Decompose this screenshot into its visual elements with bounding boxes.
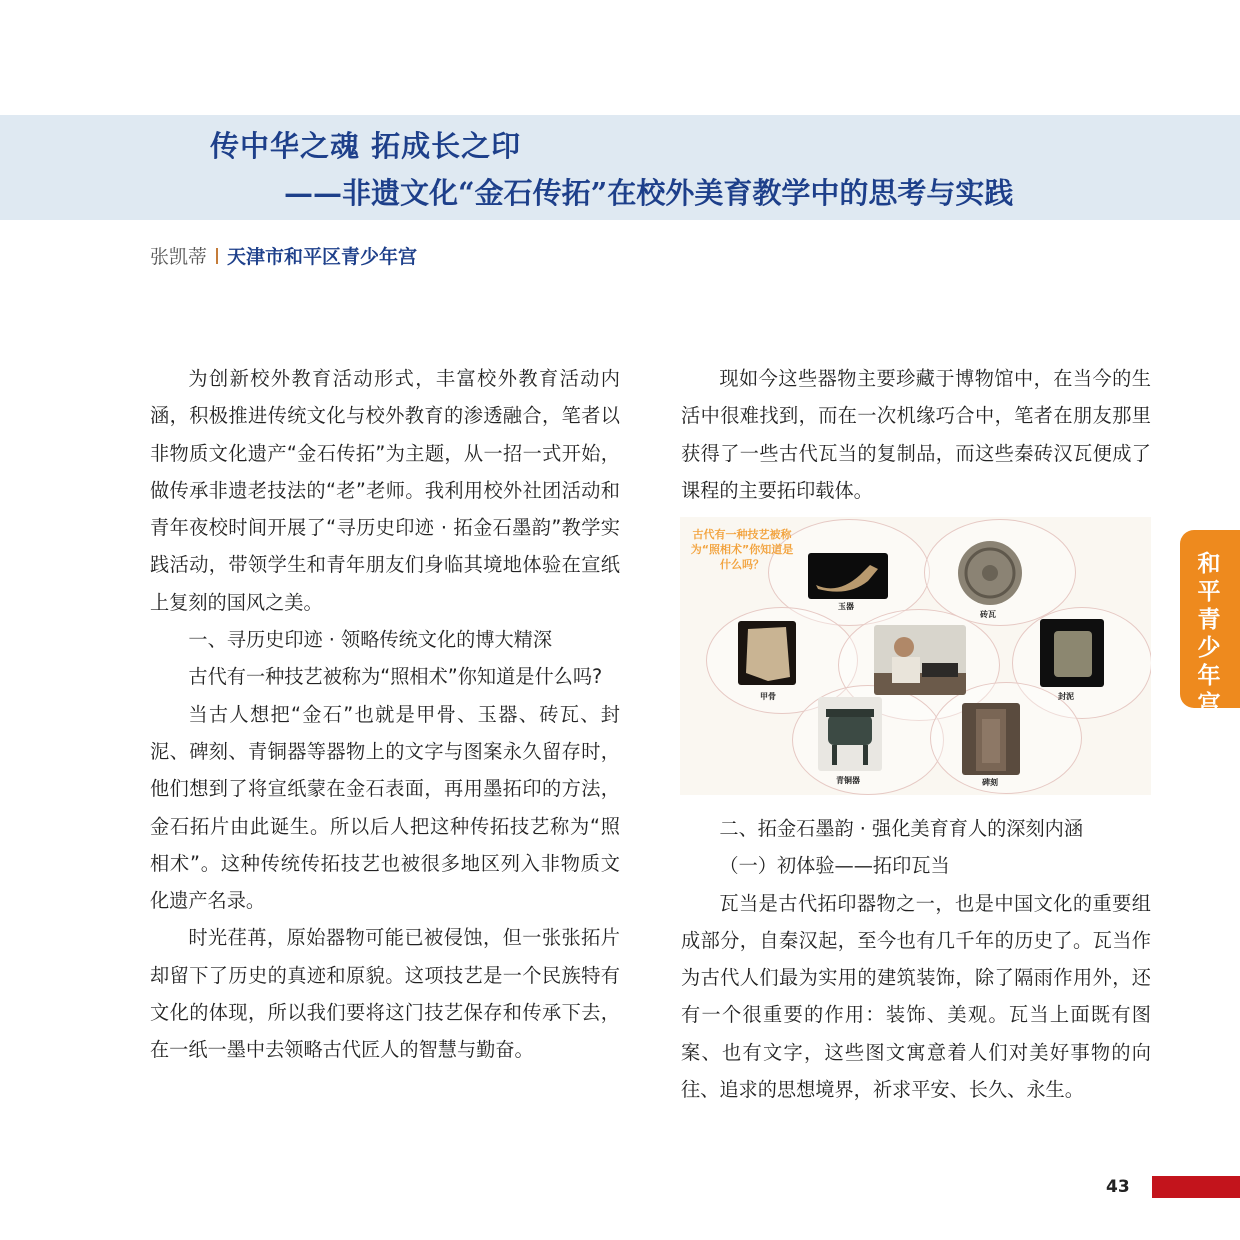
paragraph: 为创新校外教育活动形式，丰富校外教育活动内涵，积极推进传统文化与校外教育的渗透融合，笔者以非物质文化遗产“金石传拓”为主题，从一招一式开始，做传承非遗老技法的“老”老师。我利用校外社团活动和青年夜校时间开展了“寻历史印迹 · 拓金石墨韵”教学实践活动，带领学生和青年朋友们身临其境地体验在宣纸上复刻的国风之美。	[150, 367, 620, 614]
article-title: 传中华之魂 拓成长之印	[210, 129, 522, 163]
subsection-heading: （一）初体验——拓印瓦当	[719, 854, 950, 878]
paragraph: 古代有一种技艺被称为“照相术”你知道是什么吗?	[188, 665, 603, 689]
tile-label: 砖瓦	[980, 610, 996, 619]
section-heading: 一、寻历史印迹 · 领略传统文化的博大精深	[188, 628, 553, 652]
paragraph: 瓦当是古代拓印器物之一，也是中国文化的重要组成部分，自秦汉起，至今也有几千年的历史了。瓦当作为古代人们最为实用的建筑装饰，除了隔雨作用外，还有一个很重要的作用：装饰、美观。瓦当上面既有图案、也有文字，这些图文寓意着人们对美好事物的向往、追求的思想境界，祈求平安、长久、永生。	[681, 891, 1151, 1102]
byline-divider	[216, 248, 218, 264]
tile-photo	[954, 539, 1026, 607]
stele-label: 碑刻	[982, 778, 998, 787]
page-number: 43	[1106, 1177, 1130, 1197]
side-tab	[1180, 530, 1240, 717]
right-column-top	[681, 360, 1151, 509]
seal-label: 封泥	[1058, 692, 1074, 701]
seal-photo	[1040, 619, 1104, 687]
artifact-figure	[680, 517, 1151, 795]
oracle-label: 甲骨	[760, 692, 776, 701]
paragraph: 现如今这些器物主要珍藏于博物馆中，在当今的生活中很难找到，而在一次机缘巧合中，笔者在朋友那里获得了一些古代瓦当的复制品，而这些秦砖汉瓦便成了课程的主要拓印载体。	[681, 367, 1151, 502]
stele-photo	[962, 703, 1020, 775]
side-tab-label: 和平青少年宫	[1197, 551, 1221, 717]
page-number-bar	[1152, 1176, 1240, 1198]
oracle-photo	[738, 621, 796, 685]
figure-question: 古代有一种技艺被称为“照相术”你知道是什么吗？	[690, 528, 794, 571]
jade-photo	[808, 553, 888, 599]
right-column-bottom	[681, 810, 1151, 1108]
jade-label: 玉器	[838, 602, 854, 611]
craftsman-photo	[874, 625, 966, 695]
article-subtitle: ——非遗文化“金石传拓”在校外美育教学中的思考与实践	[284, 176, 1014, 210]
author-organization: 天津市和平区青少年宫	[227, 246, 418, 268]
section-heading: 二、拓金石墨韵 · 强化美育育人的深刻内涵	[719, 817, 1084, 840]
bronze-label: 青铜器	[836, 776, 860, 785]
paragraph: 时光荏苒，原始器物可能已被侵蚀，但一张张拓片却留下了历史的真迹和原貌。这项技艺是一个民族特有文化的体现，所以我们要将这门技艺保存和传承下去，在一纸一墨中去领略古代匠人的智慧与勤奋。	[150, 926, 620, 1062]
author-name: 张凯蒂	[150, 246, 208, 268]
paragraph: 当古人想把“金石”也就是甲骨、玉器、砖瓦、封泥、碑刻、青铜器等器物上的文字与图案永久留存时，他们想到了将宣纸蒙在金石表面，再用墨拓印的方法，金石拓片由此诞生。所以后人把这种传拓技艺称为“照相术”。这种传统传拓技艺也被很多地区列入非物质文化遗产名录。	[150, 702, 620, 913]
byline	[150, 242, 417, 269]
bronze-photo	[818, 697, 882, 771]
left-column	[150, 360, 620, 1069]
